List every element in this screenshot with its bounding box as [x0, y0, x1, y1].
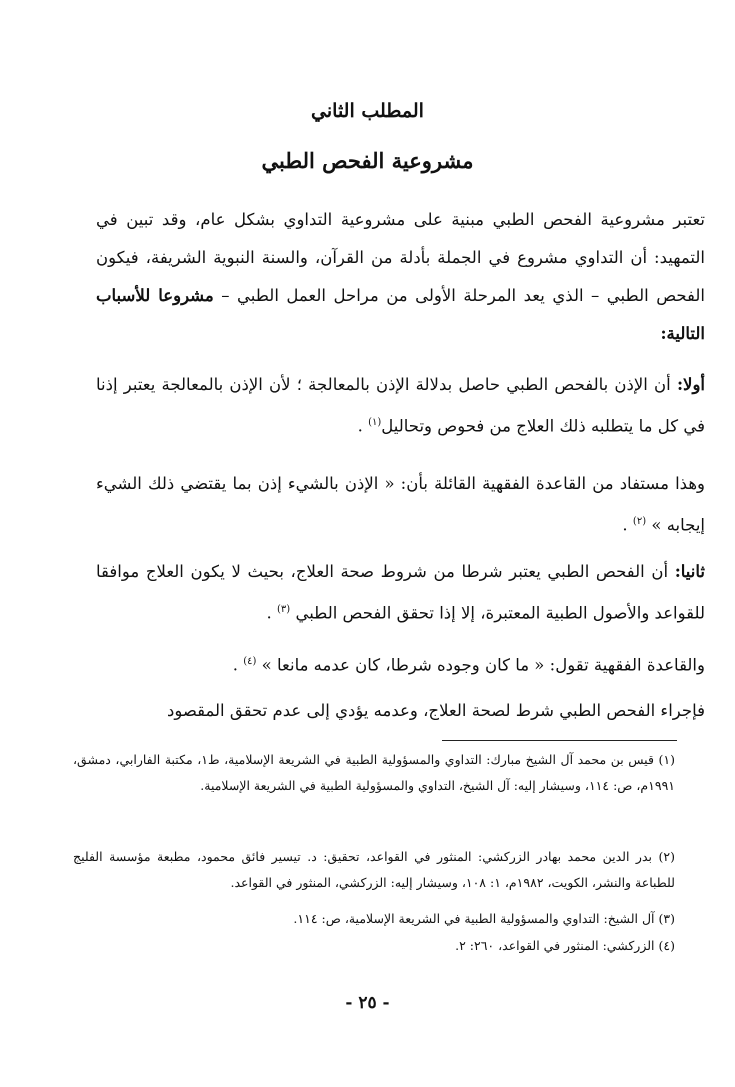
paragraph-intro-bold: مشروعا للأسباب التالية:	[96, 286, 705, 343]
rule-two-text: والقاعدة الفقهية تقول: « ما كان وجوده شرطا، كان عدمه مانعا »	[261, 655, 705, 675]
conclusion-text: فإجراء الفحص الطبي شرط لصحة العلاج، وعدمه يؤدي إلى عدم تحقق المقصود	[166, 701, 705, 720]
footnote-4	[73, 933, 675, 959]
first-reason-lead: أولا:	[676, 375, 705, 394]
footnote-text: الزركشي: المنثور في القواعد، ٢٦٠: ٢.	[455, 938, 655, 953]
footnote-ref-2: (٢)	[632, 516, 647, 527]
footnote-2	[73, 844, 675, 896]
paragraph-rule-two	[96, 643, 705, 685]
second-reason-end: .	[266, 603, 277, 623]
footnote-number: (١)	[658, 752, 675, 767]
rule-one-end: .	[622, 515, 633, 535]
footnote-ref-1: (١)	[368, 417, 382, 428]
rule-two-end: .	[232, 655, 244, 675]
page-number: - ٢٥ -	[345, 993, 390, 1013]
rule-one-text: وهذا مستفاد من القاعدة الفقهية القائلة بأن: « الإذن بالشيء إذن بما يقتضي ذلك الشيء إيجابه »	[96, 474, 705, 535]
second-reason-lead: ثانيا:	[674, 562, 705, 581]
paragraph-second-reason	[96, 553, 705, 633]
paragraph-intro-text: تعتبر مشروعية الفحص الطبي مبنية على مشروعية التداوي بشكل عام، وقد تبين في التمهيد: أن التداوي مشروع في الجملة بأدلة من القرآن، والسنة النبوية الشريفة، فيكون الفحص الطبي – الذي يعد المرحلة الأولى من مراحل العمل الطبي –	[96, 210, 706, 305]
footnote-1	[73, 747, 675, 799]
second-reason-text: أن الفحص الطبي يعتبر شرطا من شروط صحة العلاج، بحيث لا يكون العلاج موافقا للقواعد والأصول الطبية المعتبرة، إلا إذا تحقق الفحص الطبي	[96, 562, 705, 623]
footnote-separator	[442, 740, 677, 741]
paragraph-intro	[96, 201, 705, 353]
footnote-number: (٣)	[658, 911, 675, 926]
first-reason-text: أن الإذن بالفحص الطبي حاصل بدلالة الإذن بالمعالجة ؛ لأن الإذن بالمعالجة يعتبر إذنا في كل ما يتطلبه ذلك العلاج من فحوص وتحاليل	[96, 375, 705, 436]
footnote-text: بدر الدين محمد بهادر الزركشي: المنثور في القواعد، تحقيق: د. تيسير فائق محمود، مطبعة مؤسسة الفليج للطباعة والنشر، الكويت، ١٩٨٢م، ١: ١٠٨، وسيشار إليه: الزركشي، المنثور في القواعد.	[73, 849, 675, 890]
section-title: مشروعية الفحص الطبي	[261, 148, 474, 173]
footnote-ref-4: (٤)	[243, 656, 257, 667]
footnote-text: آل الشيخ: التداوي والمسؤولية الطبية في الشريعة الإسلامية، ص: ١١٤.	[293, 911, 655, 926]
footnote-3	[73, 906, 675, 932]
footnote-number: (٤)	[658, 938, 675, 953]
paragraph-conclusion	[96, 692, 705, 730]
footnote-number: (٢)	[658, 849, 675, 864]
section-label: المطلب الثاني	[311, 100, 424, 122]
footnote-text: قيس بن محمد آل الشيخ مبارك: التداوي والمسؤولية الطبية في الشريعة الإسلامية، ط١، مكتبة الفارابي، دمشق، ١٩٩١م، ص: ١١٤، وسيشار إليه: آل الشيخ، التداوي والمسؤولية الطبية في الشريعة الإسلامية.	[73, 752, 675, 793]
paragraph-rule-one	[96, 465, 705, 545]
footnote-ref-3: (٣)	[277, 604, 291, 615]
paragraph-first-reason	[96, 366, 705, 446]
first-reason-end: .	[357, 416, 369, 436]
